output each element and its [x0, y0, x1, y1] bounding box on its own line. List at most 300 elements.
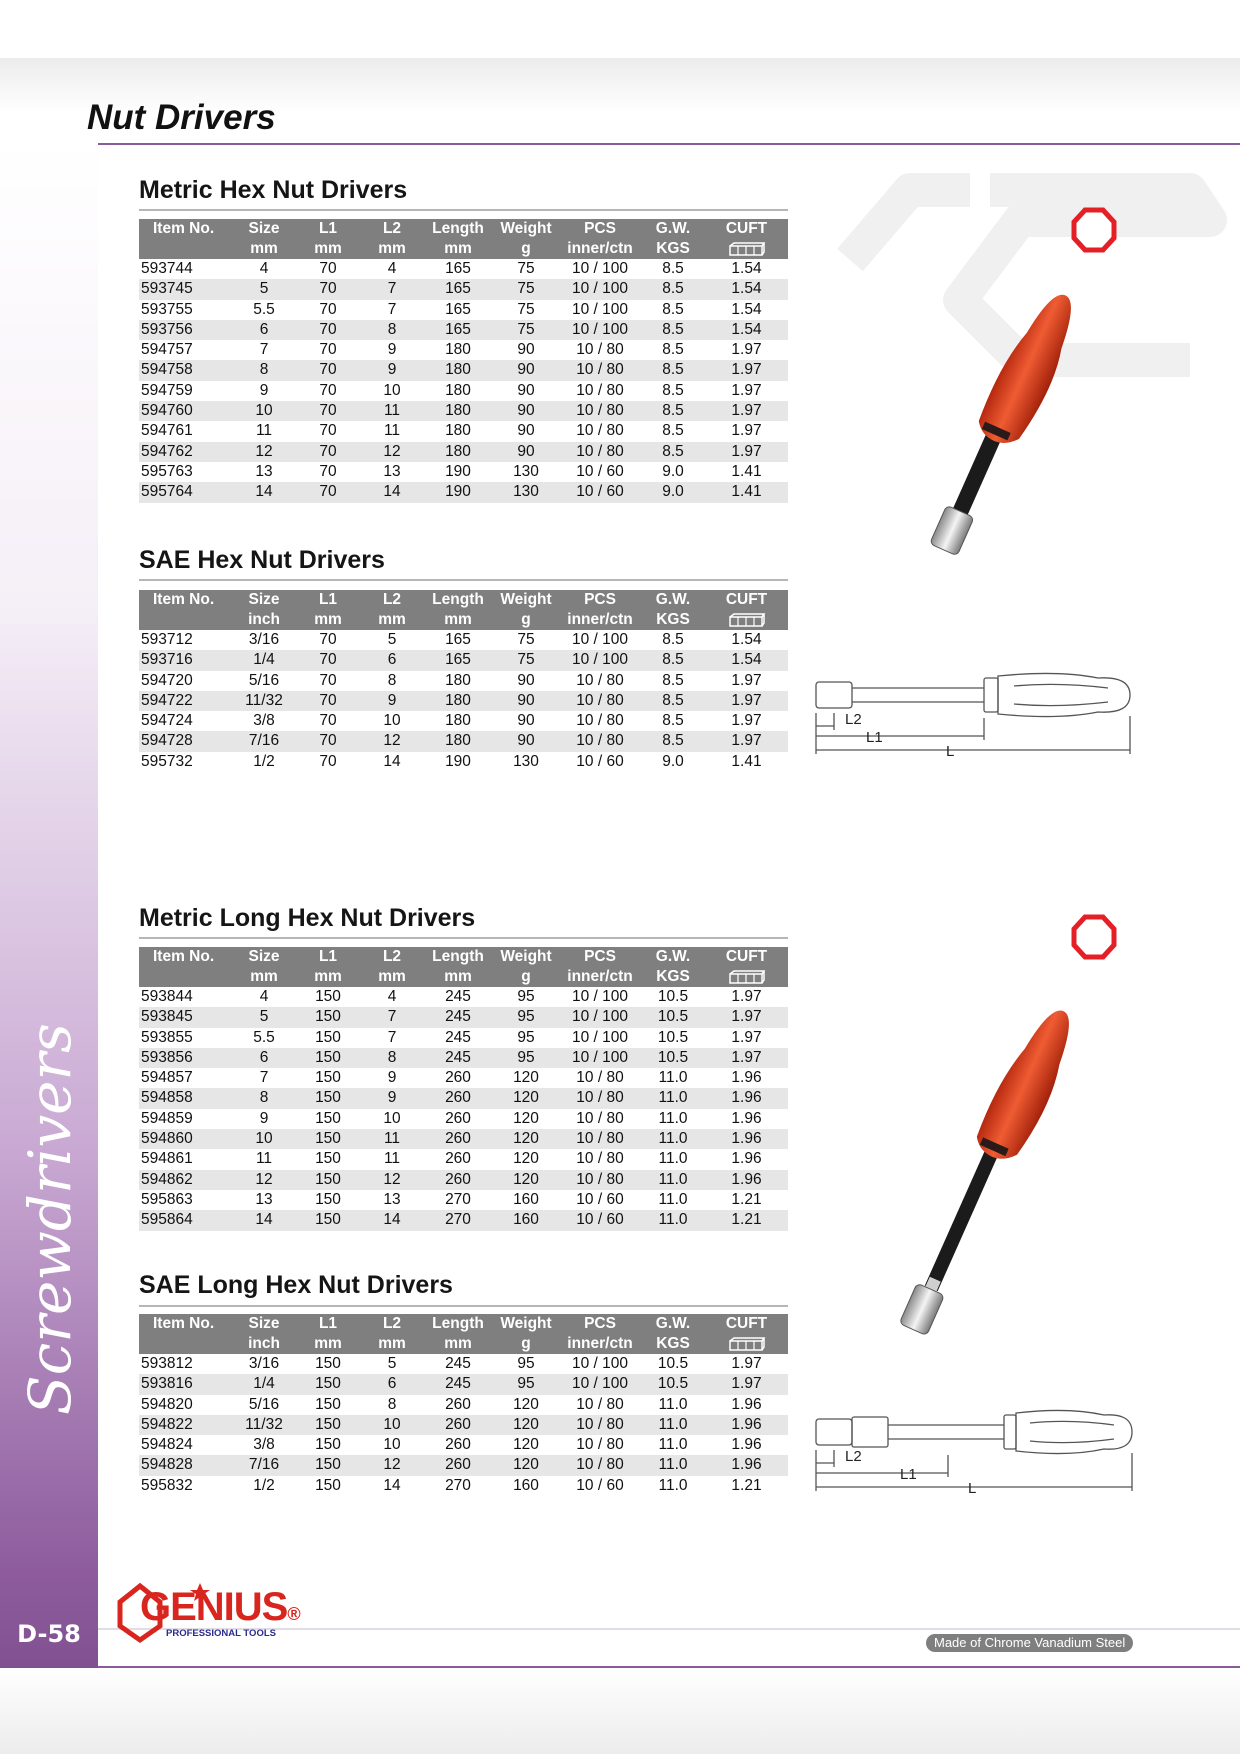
cell-weight: 90 [517, 671, 535, 689]
spec-table [139, 219, 788, 503]
hex-socket-icon [1070, 206, 1118, 254]
column-header-l2: L2 [361, 1314, 423, 1334]
cell-l1: 70 [319, 462, 337, 480]
cell-weight: 160 [513, 1476, 539, 1494]
cell-l2: 6 [361, 650, 423, 670]
cell-length: 180 [445, 712, 471, 730]
column-header-cuft: CUFT [705, 219, 788, 239]
cell-gw: 8.5 [662, 671, 684, 689]
cell-gw: 10.5 [641, 1007, 705, 1027]
table-row [139, 1354, 788, 1374]
cell-item-no: 594762 [139, 442, 233, 462]
cell-l2: 13 [383, 462, 401, 480]
cell-weight: 120 [493, 1415, 559, 1435]
cell-length: 165 [423, 320, 493, 340]
cuft-box-icon [728, 1337, 766, 1351]
cell-pcs: 10 / 80 [576, 1109, 624, 1127]
table-row [139, 691, 788, 711]
cell-gw: 8.5 [641, 360, 705, 380]
column-header-item-no: Item No. [139, 947, 233, 967]
cell-l2: 12 [361, 731, 423, 751]
cell-item-no: 593745 [139, 279, 233, 299]
cell-gw: 8.5 [662, 712, 684, 730]
table-row [139, 1149, 788, 1169]
l-label: L [968, 1480, 977, 1497]
cell-l2: 4 [387, 988, 397, 1005]
cell-weight: 120 [493, 1455, 559, 1475]
cell-l2: 14 [383, 752, 401, 770]
cell-item-no: 593816 [139, 1374, 233, 1394]
cell-weight: 130 [493, 482, 559, 502]
table-row [139, 381, 788, 401]
column-header-item-no: Item No. [139, 590, 233, 610]
column-header-gw: G.W. [641, 590, 705, 610]
cell-item-no: 595732 [141, 752, 193, 770]
cell-l1: 150 [315, 1069, 341, 1087]
cell-weight: 130 [513, 462, 539, 480]
cell-size: 7/16 [233, 1455, 295, 1475]
cell-size: 7 [259, 1069, 269, 1087]
cell-size: 8 [233, 1088, 295, 1108]
cell-cuft: 1.54 [731, 631, 762, 648]
l-label: L [946, 743, 955, 760]
table-row [139, 987, 788, 1007]
cell-l1: 70 [295, 482, 361, 502]
cell-length: 245 [423, 1007, 493, 1027]
cell-length: 180 [423, 691, 493, 711]
cell-size: 13 [255, 1190, 273, 1208]
cell-l2: 7 [361, 1007, 423, 1027]
cell-item-no: 594857 [141, 1069, 193, 1087]
column-header-gw: KGS [641, 1334, 705, 1354]
column-header-l1: mm [295, 239, 361, 259]
cell-length: 165 [445, 631, 471, 648]
cell-pcs: 10 / 80 [559, 360, 641, 380]
cell-l2: 10 [383, 712, 401, 730]
cell-gw: 8.5 [662, 300, 684, 318]
cell-l1: 150 [315, 1150, 341, 1168]
cell-l2: 8 [387, 1395, 397, 1413]
cell-weight: 90 [493, 401, 559, 421]
cell-item-no: 594858 [139, 1088, 233, 1108]
cell-cuft: 1.21 [705, 1210, 788, 1230]
cell-weight: 75 [517, 300, 535, 318]
cell-l2: 8 [361, 320, 423, 340]
column-header-weight: g [493, 610, 559, 630]
cell-weight: 120 [493, 1170, 559, 1190]
cell-weight: 90 [493, 442, 559, 462]
cell-gw: 8.5 [641, 320, 705, 340]
column-header-length: Length [423, 1314, 493, 1334]
spec-table [139, 590, 788, 772]
cell-size: 10 [233, 1129, 295, 1149]
cell-length: 260 [423, 1170, 493, 1190]
column-header-pcs: PCS [559, 219, 641, 239]
table-row [139, 1129, 788, 1149]
dimension-diagram [808, 668, 1138, 768]
cell-item-no: 594759 [141, 381, 193, 399]
cell-l2: 14 [383, 1476, 401, 1494]
cell-size: 3/8 [253, 712, 275, 730]
cell-length: 260 [423, 1455, 493, 1475]
cell-cuft: 1.97 [731, 988, 762, 1005]
cell-l2: 13 [383, 1190, 401, 1208]
cell-cuft: 1.97 [705, 360, 788, 380]
cell-item-no: 594757 [141, 341, 193, 359]
column-header-item-no: Item No. [139, 1314, 233, 1334]
cell-item-no: 594862 [139, 1170, 233, 1190]
table-header-row [139, 590, 788, 610]
column-header-length: mm [423, 239, 493, 259]
column-header-length: mm [423, 1334, 493, 1354]
cell-gw: 10.5 [657, 1028, 689, 1046]
cell-gw: 8.5 [641, 650, 705, 670]
cell-weight: 90 [493, 360, 559, 380]
column-header-length: Length [423, 947, 493, 967]
table-header-row [139, 1334, 788, 1354]
column-header-item-no [139, 1334, 233, 1354]
cell-length: 180 [423, 442, 493, 462]
cell-l2: 8 [361, 1048, 423, 1068]
cell-length: 260 [423, 1129, 493, 1149]
column-header-l2: mm [361, 967, 423, 987]
cell-gw: 10.5 [657, 1355, 689, 1372]
cell-cuft: 1.96 [731, 1395, 762, 1413]
cell-cuft: 1.54 [705, 650, 788, 670]
cell-pcs: 10 / 100 [571, 1028, 629, 1046]
cell-l2: 7 [387, 1028, 397, 1046]
cell-weight: 120 [513, 1150, 539, 1168]
cell-item-no: 594720 [141, 671, 193, 689]
table-row [139, 1088, 788, 1108]
cell-gw: 8.5 [662, 631, 684, 648]
column-header-l2: mm [361, 1334, 423, 1354]
cell-item-no: 595764 [139, 482, 233, 502]
cell-length: 180 [445, 422, 471, 440]
cell-size: 4 [259, 260, 269, 277]
cell-l1: 150 [295, 1048, 361, 1068]
cell-size: 6 [233, 320, 295, 340]
section-title: Metric Long Hex Nut Drivers [139, 904, 476, 932]
cell-item-no: 594724 [141, 712, 193, 730]
cell-weight: 95 [517, 1028, 535, 1046]
cell-l1: 70 [319, 381, 337, 399]
column-header-size: Size [233, 947, 295, 967]
column-header-item-no [139, 967, 233, 987]
cell-size: 5 [233, 279, 295, 299]
cell-length: 165 [423, 650, 493, 670]
l1-label: L1 [866, 729, 883, 746]
cell-l2: 10 [383, 1109, 401, 1127]
column-header-l1: L1 [295, 219, 361, 239]
cell-length: 165 [445, 300, 471, 318]
cell-length: 260 [445, 1109, 471, 1127]
cell-gw: 11.0 [641, 1210, 705, 1230]
cell-item-no: 593844 [141, 988, 193, 1005]
cell-l2: 10 [383, 1436, 401, 1454]
cell-length: 260 [445, 1395, 471, 1413]
cell-l1: 150 [315, 1436, 341, 1454]
cell-length: 180 [445, 381, 471, 399]
cell-pcs: 10 / 100 [559, 279, 641, 299]
table-row [139, 630, 788, 650]
cell-size: 1/4 [233, 650, 295, 670]
cell-weight: 95 [517, 1355, 535, 1372]
cell-item-no: 594758 [139, 360, 233, 380]
column-header-pcs: inner/ctn [559, 1334, 641, 1354]
l2-label: L2 [845, 711, 862, 728]
cell-pcs: 10 / 100 [559, 1048, 641, 1068]
cuft-box-icon [728, 613, 766, 627]
cell-cuft: 1.96 [705, 1129, 788, 1149]
cell-l1: 150 [315, 1028, 341, 1046]
cell-gw: 8.5 [641, 731, 705, 751]
cell-length: 245 [445, 988, 471, 1005]
cell-weight: 90 [493, 691, 559, 711]
section-title: Metric Hex Nut Drivers [139, 176, 408, 204]
cell-cuft: 1.41 [731, 462, 762, 480]
section-title: SAE Hex Nut Drivers [139, 546, 385, 574]
table-row [139, 752, 788, 772]
cell-l2: 7 [387, 300, 397, 318]
cell-pcs: 10 / 100 [571, 631, 629, 648]
cell-l1: 150 [295, 1415, 361, 1435]
cell-l1: 70 [319, 752, 337, 770]
cell-item-no: 594728 [139, 731, 233, 751]
column-header-weight: g [493, 1334, 559, 1354]
table-row [139, 671, 788, 691]
nut-driver-image [895, 270, 1105, 580]
cell-l2: 9 [361, 1088, 423, 1108]
cell-length: 190 [423, 482, 493, 502]
cell-item-no: 594820 [141, 1395, 193, 1413]
cell-pcs: 10 / 80 [576, 1150, 624, 1168]
cell-size: 11/32 [233, 691, 295, 711]
cell-l1: 70 [295, 279, 361, 299]
table-row [139, 1455, 788, 1475]
cell-gw: 8.5 [662, 422, 684, 440]
brand-name: GENIUS® [140, 1585, 300, 1629]
column-header-cuft [705, 239, 788, 259]
column-header-gw: KGS [641, 967, 705, 987]
table-row [139, 421, 788, 441]
cell-l2: 8 [387, 671, 397, 689]
cell-pcs: 10 / 60 [576, 462, 624, 480]
section-divider [139, 209, 788, 211]
cell-weight: 75 [493, 650, 559, 670]
table-row [139, 650, 788, 670]
l1-label: L1 [900, 1466, 917, 1483]
cell-cuft: 1.96 [705, 1170, 788, 1190]
table-row [139, 1190, 788, 1210]
cell-size: 11 [255, 422, 273, 440]
column-header-cuft: CUFT [705, 947, 788, 967]
column-header-gw: G.W. [641, 219, 705, 239]
table-row [139, 1007, 788, 1027]
cell-gw: 11.0 [641, 1129, 705, 1149]
cell-l1: 70 [295, 442, 361, 462]
sidebar-band [0, 140, 98, 1690]
cell-l2: 9 [361, 691, 423, 711]
cell-cuft: 1.21 [731, 1476, 762, 1494]
table-header-row [139, 1314, 788, 1334]
cell-gw: 11.0 [641, 1415, 705, 1435]
cell-item-no: 594859 [141, 1109, 193, 1127]
cell-item-no: 593856 [139, 1048, 233, 1068]
cell-size: 4 [259, 988, 269, 1005]
cell-weight: 120 [513, 1395, 539, 1413]
cell-l2: 11 [383, 1150, 401, 1168]
column-header-pcs: inner/ctn [559, 610, 641, 630]
table-row [139, 462, 788, 482]
cell-pcs: 10 / 100 [559, 320, 641, 340]
cell-cuft: 1.54 [705, 320, 788, 340]
cell-size: 8 [233, 360, 295, 380]
cell-cuft: 1.96 [731, 1150, 762, 1168]
cell-pcs: 10 / 80 [576, 341, 624, 359]
cell-l2: 4 [387, 260, 397, 277]
cell-l1: 70 [295, 650, 361, 670]
cell-gw: 11.0 [641, 1455, 705, 1475]
cell-length: 180 [445, 341, 471, 359]
cell-pcs: 10 / 80 [576, 1069, 624, 1087]
column-header-l1: mm [295, 610, 361, 630]
table-row [139, 1068, 788, 1088]
cell-weight: 95 [517, 988, 535, 1005]
cell-pcs: 10 / 80 [559, 1129, 641, 1149]
cell-weight: 120 [493, 1088, 559, 1108]
l2-label: L2 [845, 1448, 862, 1465]
cell-l1: 150 [315, 1355, 341, 1372]
cell-weight: 160 [513, 1190, 539, 1208]
column-header-gw: KGS [641, 239, 705, 259]
cell-cuft: 1.97 [731, 422, 762, 440]
cell-length: 180 [445, 671, 471, 689]
table-row [139, 1435, 788, 1455]
cell-weight: 75 [493, 279, 559, 299]
table-row [139, 1210, 788, 1230]
section-divider [139, 579, 788, 581]
cell-gw: 11.0 [658, 1476, 688, 1494]
column-header-item-no [139, 610, 233, 630]
column-header-size: mm [233, 239, 295, 259]
cell-item-no: 594828 [139, 1455, 233, 1475]
cell-weight: 90 [517, 422, 535, 440]
cell-length: 260 [445, 1069, 471, 1087]
cell-gw: 8.5 [662, 260, 684, 277]
cell-l1: 70 [295, 360, 361, 380]
table-header-row [139, 967, 788, 987]
cell-pcs: 10 / 80 [576, 1395, 624, 1413]
cell-l1: 70 [319, 260, 337, 277]
cell-cuft: 1.54 [705, 279, 788, 299]
cell-l1: 150 [295, 1129, 361, 1149]
cell-l2: 14 [361, 482, 423, 502]
cell-l2: 11 [361, 401, 423, 421]
cell-pcs: 10 / 100 [559, 1374, 641, 1394]
table-header-row [139, 219, 788, 239]
cell-l1: 150 [315, 1190, 341, 1208]
cell-size: 3/16 [248, 631, 280, 648]
hex-socket-icon [1070, 913, 1118, 961]
cell-pcs: 10 / 100 [571, 1355, 629, 1372]
column-header-l2: L2 [361, 590, 423, 610]
cell-item-no: 594861 [141, 1150, 193, 1168]
category-label: Screwdrivers [16, 1023, 84, 1415]
cell-weight: 75 [493, 320, 559, 340]
column-header-pcs: inner/ctn [559, 967, 641, 987]
cell-l1: 70 [319, 300, 337, 318]
cell-cuft: 1.97 [705, 1007, 788, 1027]
cell-weight: 120 [513, 1109, 539, 1127]
cell-cuft: 1.96 [705, 1088, 788, 1108]
cell-item-no: 594824 [141, 1436, 193, 1454]
cell-cuft: 1.97 [705, 401, 788, 421]
cell-size: 5/16 [248, 1395, 280, 1413]
cell-length: 180 [423, 731, 493, 751]
cell-weight: 160 [493, 1210, 559, 1230]
cell-weight: 90 [493, 731, 559, 751]
cell-cuft: 1.41 [705, 482, 788, 502]
cell-pcs: 10 / 80 [559, 1455, 641, 1475]
cell-gw: 9.0 [662, 752, 684, 770]
cell-l1: 150 [295, 1088, 361, 1108]
table-row [139, 279, 788, 299]
column-header-cuft [705, 1334, 788, 1354]
cell-item-no: 594722 [139, 691, 233, 711]
cell-gw: 11.0 [658, 1150, 688, 1168]
column-header-size: mm [233, 967, 295, 987]
cell-l2: 10 [383, 381, 401, 399]
cell-pcs: 10 / 80 [559, 1415, 641, 1435]
cell-cuft: 1.97 [731, 1355, 762, 1372]
cell-pcs: 10 / 100 [571, 300, 629, 318]
cell-pcs: 10 / 100 [559, 1007, 641, 1027]
brand-tagline: PROFESSIONAL TOOLS [166, 1628, 276, 1639]
cell-size: 1/2 [253, 752, 275, 770]
cell-weight: 130 [513, 752, 539, 770]
table-row [139, 1374, 788, 1394]
column-header-length: mm [423, 967, 493, 987]
cell-length: 190 [445, 752, 471, 770]
cell-l2: 9 [387, 1069, 397, 1087]
cell-pcs: 10 / 100 [559, 650, 641, 670]
spec-table [139, 1314, 788, 1496]
cell-length: 260 [445, 1150, 471, 1168]
cell-length: 245 [423, 1374, 493, 1394]
cell-pcs: 10 / 80 [576, 712, 624, 730]
material-note: Made of Chrome Vanadium Steel [926, 1634, 1133, 1652]
cell-length: 180 [423, 360, 493, 380]
cell-pcs: 10 / 80 [559, 731, 641, 751]
cell-gw: 9.0 [662, 462, 684, 480]
cell-gw: 8.5 [641, 442, 705, 462]
cell-gw: 11.0 [658, 1395, 688, 1413]
cell-length: 190 [445, 462, 471, 480]
section-divider [139, 1305, 788, 1307]
cell-length: 260 [423, 1088, 493, 1108]
cell-l2: 7 [361, 279, 423, 299]
cell-cuft: 1.96 [731, 1069, 762, 1087]
table-row [139, 731, 788, 751]
cell-size: 12 [233, 1170, 295, 1190]
column-header-length: Length [423, 219, 493, 239]
cell-length: 245 [445, 1355, 471, 1372]
cell-cuft: 1.41 [731, 752, 762, 770]
section-divider [139, 937, 788, 939]
table-row [139, 259, 788, 279]
cell-l1: 150 [315, 1109, 341, 1127]
